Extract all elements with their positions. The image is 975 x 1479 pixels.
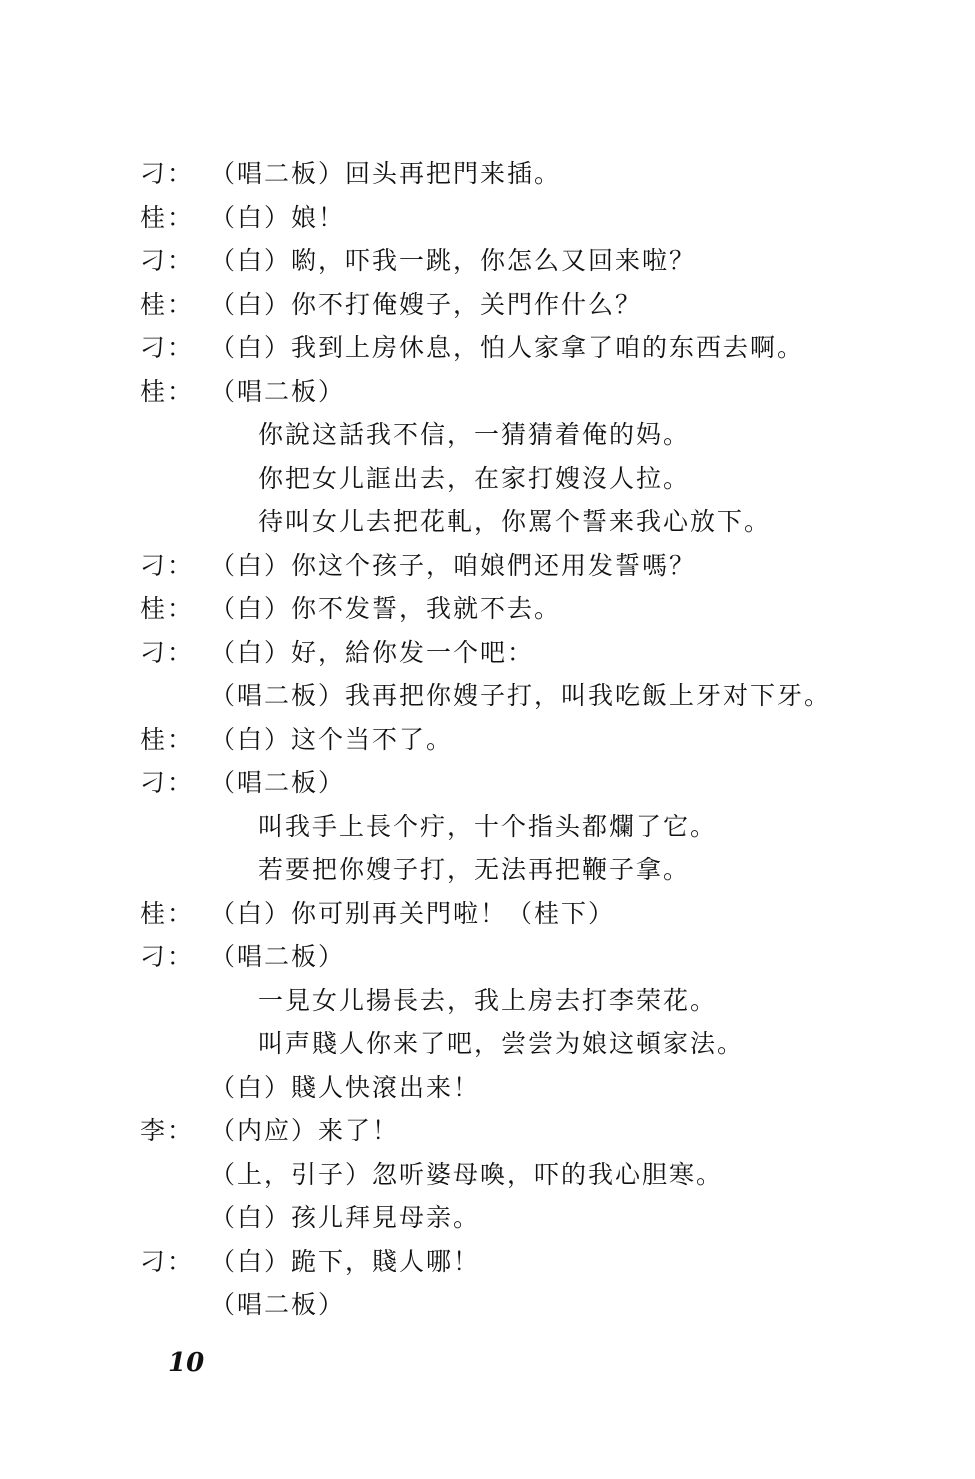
line-text: 你說这話我不信，一猜猜着俺的妈。 [258,420,691,449]
line-text: （白）我到上房休息，怕人家拿了咱的东西去啊。 [210,333,805,362]
continuation-line [0,674,975,718]
dialogue-line [0,326,975,370]
line-text: 叫我手上長个疔，十个指头都爛了它。 [258,811,718,841]
line-text: （唱二板） [210,768,346,797]
line-text: 你把女儿誆出去，在家打嫂沒人拉。 [258,463,691,493]
line-text: （白）你不打俺嫂子，关門作什么？ [210,289,643,319]
continuation-line [0,1153,975,1197]
speaker-label: 刁： [140,550,195,580]
line-text: （唱二板）我再把你嫂子打，叫我吃飯上牙对下牙。 [210,681,832,710]
script-body [0,152,975,1327]
line-text: 一見女儿揚長去，我上房去打李荣花。 [258,985,718,1015]
line-text: （白）好，給你发一个吧： [210,637,535,667]
line-text: （白）孩儿拜見母亲。 [210,1203,481,1232]
speaker-label: 桂： [140,289,195,319]
line-text: 叫声賤人你来了吧，尝尝为娘这頓家法。 [258,1029,745,1058]
speaker-label: 刁： [140,159,195,188]
dialogue-line [0,631,975,675]
line-text: （白）喲，吓我一跳，你怎么又回来啦？ [210,246,697,275]
dialogue-line [0,1240,975,1284]
line-text: 若要把你嫂子打，无法再把鞭子拿。 [258,855,691,884]
line-text: （白）这个当不了。 [210,724,454,754]
page-number: 10 [168,1348,205,1378]
line-text: （唱二板） [210,1290,346,1319]
line-text: （白）娘！ [210,202,346,232]
line-text: 待叫女儿去把花軋，你罵个誓来我心放下。 [258,507,772,536]
line-text: （内应）来了！ [210,1116,400,1145]
dialogue-line [0,152,975,196]
line-text: （白）跪下，賤人哪！ [210,1246,481,1276]
line-text: （白）你不发誓，我就不去。 [210,594,562,623]
line-text: （唱二板） [210,942,346,971]
dialogue-line [0,239,975,283]
verse-line [0,1022,975,1066]
dialogue-line [0,587,975,631]
speaker-label: 桂： [140,594,195,623]
speaker-label: 刁： [140,637,195,667]
speaker-label: 刁： [140,246,195,275]
line-text: （白）你这个孩子，咱娘們还用发誓嗎？ [210,550,697,580]
line-text: （唱二板）回头再把門来插。 [210,159,562,188]
line-text: （唱二板） [210,376,346,406]
line-text: （白）賤人快滾出来！ [210,1072,481,1102]
speaker-label: 刁： [140,942,195,971]
dialogue-line [0,283,975,327]
line-text: （白）你可别再关門啦！（桂下） [210,898,616,928]
dialogue-line [0,1109,975,1153]
speaker-label: 桂： [140,724,195,754]
dialogue-line [0,935,975,979]
dialogue-line [0,196,975,240]
dialogue-line [0,718,975,762]
speaker-label: 李： [140,1116,195,1145]
speaker-label: 刁： [140,768,195,797]
verse-line [0,500,975,544]
speaker-label: 桂： [140,202,195,232]
verse-line [0,457,975,501]
dialogue-line [0,544,975,588]
verse-line [0,805,975,849]
dialogue-line [0,370,975,414]
speaker-label: 刁： [140,1246,195,1276]
dialogue-line [0,761,975,805]
line-text: （上，引子）忽听婆母喚，吓的我心胆寒。 [210,1159,724,1189]
verse-line [0,413,975,457]
verse-line [0,979,975,1023]
speaker-label: 刁： [140,333,195,362]
dialogue-line [0,892,975,936]
speaker-label: 桂： [140,376,195,406]
verse-line [0,848,975,892]
continuation-line [0,1283,975,1327]
speaker-label: 桂： [140,898,195,928]
continuation-line [0,1196,975,1240]
continuation-line [0,1066,975,1110]
